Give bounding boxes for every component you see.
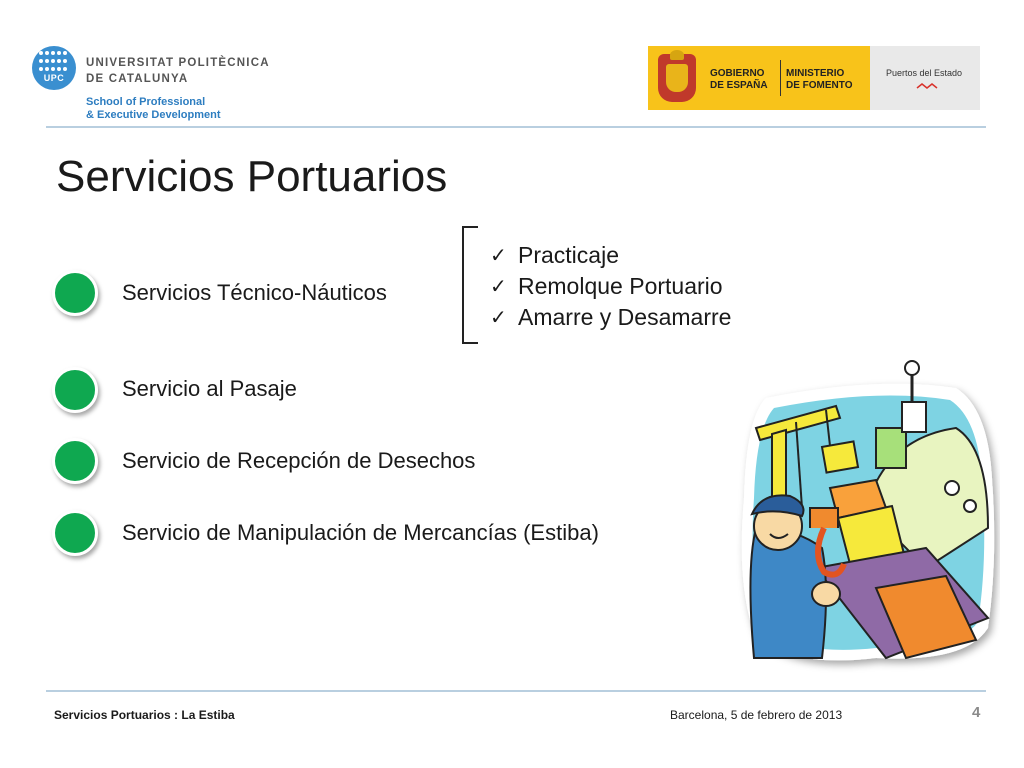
check-icon: ✓ <box>490 276 507 298</box>
check-icon: ✓ <box>490 245 507 267</box>
footer-date: Barcelona, 5 de febrero de 2013 <box>670 708 843 722</box>
bracket <box>462 226 478 344</box>
bullet-item: Servicio de Recepción de Desechos <box>122 448 476 473</box>
sub-item <box>490 240 731 271</box>
check-icon: ✓ <box>490 307 507 329</box>
ministerio-line-1: MINISTERIO <box>786 68 845 79</box>
bullet-icon <box>52 270 98 316</box>
bullet-item: Servicio al Pasaje <box>122 376 297 401</box>
sub-item <box>490 271 731 302</box>
sub-item-list <box>490 240 731 333</box>
university-line-2: DE CATALUNYA <box>86 73 189 85</box>
bullet-icon <box>52 367 98 413</box>
ministerio-text <box>786 68 852 92</box>
sub-item-label: Practicaje <box>518 242 619 268</box>
bullet-icon <box>52 510 98 556</box>
gobierno-divider <box>780 60 781 96</box>
footer-divider <box>46 690 986 692</box>
sub-item-label: Amarre y Desamarre <box>518 304 732 330</box>
university-name <box>86 55 270 87</box>
upc-logo <box>32 46 76 90</box>
ministerio-line-2: DE FOMENTO <box>786 80 853 91</box>
upc-logo-dots <box>39 51 69 73</box>
coat-of-arms-icon <box>658 54 696 102</box>
gobierno-text <box>710 68 768 92</box>
gobierno-line-1: GOBIERNO <box>710 68 765 79</box>
port-worker-illustration <box>726 358 1000 674</box>
sub-item <box>490 302 731 333</box>
bullet-icon <box>52 438 98 484</box>
gobierno-logo <box>648 46 870 110</box>
sub-item-label: Remolque Portuario <box>518 273 723 299</box>
puertos-text: Puertos del Estado <box>886 68 963 78</box>
header-divider <box>46 126 986 128</box>
gobierno-line-2: DE ESPAÑA <box>710 80 768 91</box>
puertos-wave-icon <box>916 82 938 90</box>
school-line-1: School of Professional <box>86 96 206 108</box>
bullet-item: Servicio de Manipulación de Mercancías (Estiba) <box>122 520 599 545</box>
bullet-item: Servicios Técnico-Náuticos <box>122 280 387 305</box>
slide-title: Servicios Portuarios <box>56 152 448 201</box>
puertos-logo <box>870 46 980 110</box>
school-line-2: & Executive Development <box>86 109 221 121</box>
page-number: 4 <box>972 704 981 721</box>
university-line-1: UNIVERSITAT POLITÈCNICA <box>86 57 270 69</box>
upc-abbrev: UPC <box>43 73 65 83</box>
footer-presentation-title: Servicios Portuarios : La Estiba <box>54 708 235 722</box>
school-name <box>86 96 221 122</box>
